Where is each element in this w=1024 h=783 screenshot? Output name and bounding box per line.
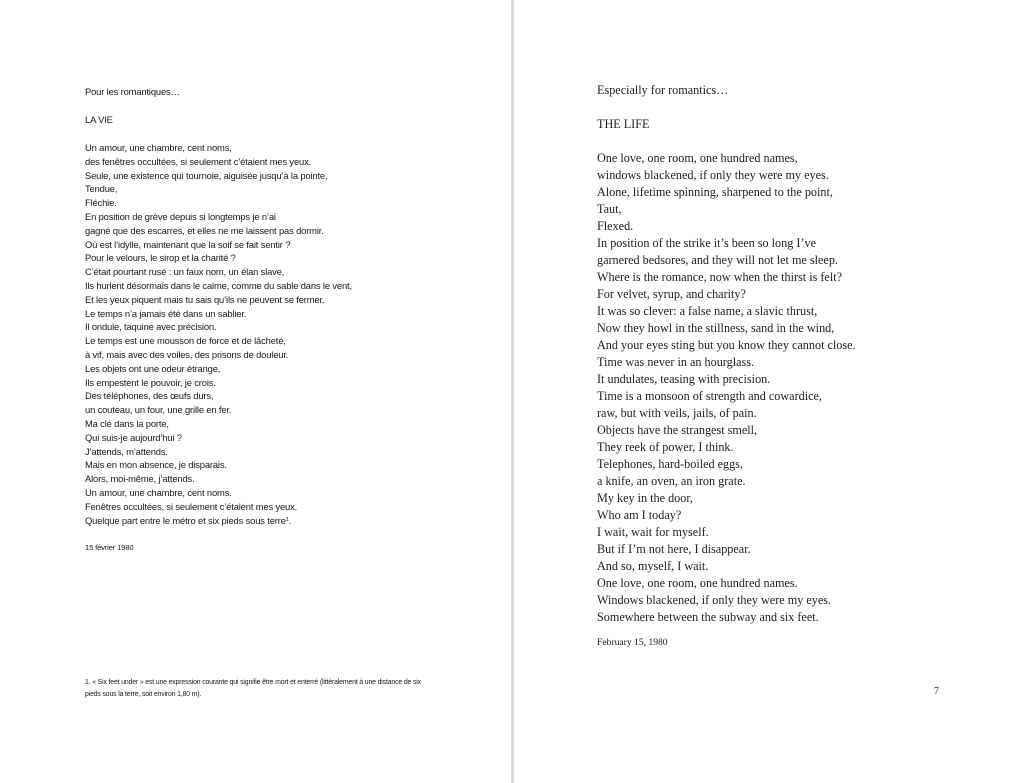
poem-line: And your eyes sting but you know they cannot close. bbox=[597, 338, 856, 352]
poem-line: Le temps n’a jamais été dans un sablier. bbox=[85, 307, 247, 319]
poem-line: Seule, une existence qui tournoie, aiguisée jusqu’à la pointe, bbox=[85, 169, 328, 181]
poem-line: Taut, bbox=[597, 202, 622, 216]
poem-line: Les objets ont une odeur étrange, bbox=[85, 362, 221, 374]
poem-line: Tendue, bbox=[85, 183, 118, 195]
poem-line-with-footnote bbox=[85, 514, 352, 528]
poem-title-fr: LA VIE bbox=[85, 114, 113, 125]
poem-line: garnered bedsores, and they will not let me sleep. bbox=[597, 253, 838, 267]
line-period: . bbox=[288, 514, 292, 526]
poem-line: Now they howl in the stillness, sand in the wind, bbox=[597, 321, 835, 335]
poem-line: Un amour, une chambre, cent noms, bbox=[85, 142, 232, 153]
poem-line: Alors, moi-même, j’attends. bbox=[85, 473, 195, 485]
poem-line: Fléchie. bbox=[85, 197, 117, 209]
poem-line: Ma clé dans la porte, bbox=[85, 417, 169, 429]
poem-line: Où est l’idylle, maintenant que la soif se fait sentir ? bbox=[85, 238, 291, 250]
poem-line: Where is the romance, now when the thirst is felt? bbox=[597, 270, 843, 284]
poem-line: Qui suis-je aujourd’hui ? bbox=[85, 431, 182, 443]
poem-line: un couteau, un four, une grille en fer. bbox=[85, 404, 232, 416]
poem-line: One love, one room, one hundred names. bbox=[597, 576, 798, 590]
poem-line: a knife, an oven, an iron grate. bbox=[597, 474, 746, 488]
poem-line: Windows blackened, if only they were my eyes. bbox=[597, 593, 832, 607]
poem-line: En position de grève depuis si longtemps je n’ai bbox=[85, 210, 276, 222]
poem-line: My key in the door, bbox=[597, 491, 693, 505]
poem-line: One love, one room, one hundred names, bbox=[597, 151, 798, 165]
dedication-en: Especially for romantics… bbox=[597, 83, 729, 97]
poem-line: For velvet, syrup, and charity? bbox=[597, 287, 746, 301]
poem-line: Le temps est une mousson de force et de lâcheté, bbox=[85, 335, 286, 347]
poem-line: I wait, wait for myself. bbox=[597, 525, 709, 539]
poem-line-text: Quelque part entre le métro et six pieds sous terre bbox=[85, 514, 286, 526]
poem-line: Flexed. bbox=[597, 219, 634, 233]
poem-line: Time was never in an hourglass. bbox=[597, 355, 755, 369]
poem-body-en bbox=[597, 150, 856, 626]
poem-line: It was so clever: a false name, a slavic thrust, bbox=[597, 304, 818, 318]
poem-line: gagné que des escarres, et elles ne me laissent pas dormir. bbox=[85, 224, 324, 236]
poem-line: Des téléphones, des œufs durs, bbox=[85, 390, 214, 402]
poem-line: C’était pourtant rusé : un faux nom, un élan slave, bbox=[85, 266, 285, 278]
poem-line: They reek of power, I think. bbox=[597, 440, 734, 454]
poem-line: It undulates, teasing with precision. bbox=[597, 372, 771, 386]
poem-line: In position of the strike it’s been so long I’ve bbox=[597, 236, 816, 250]
poem-line: And so, myself, I wait. bbox=[597, 559, 709, 573]
right-page-english bbox=[514, 0, 1024, 783]
poem-line: Who am I today? bbox=[597, 508, 682, 522]
poem-line: J’attends, m’attends. bbox=[85, 445, 168, 457]
poem-line: But if I’m not here, I disappear. bbox=[597, 542, 751, 556]
poem-line: raw, but with veils, jails, of pain. bbox=[597, 406, 757, 420]
footnote-text: 1. « Six feet under » est une expression courante qui signifie être mort et enterré (littéralement à une distance de six pieds sous la terre, soit environ 1,80 m). bbox=[85, 679, 421, 698]
poem-line: des fenêtres occultées, si seulement c’étaient mes yeux. bbox=[85, 155, 312, 167]
poem-line: Pour le velours, le sirop et la charité ? bbox=[85, 252, 236, 264]
poem-line: Fenêtres occultées, si seulement c’étaient mes yeux. bbox=[85, 500, 298, 512]
poem-line: Il ondule, taquine avec précision. bbox=[85, 321, 217, 333]
poem-line: Mais en mon absence, je disparais. bbox=[85, 459, 227, 471]
poem-title-en: THE LIFE bbox=[597, 117, 650, 131]
dedication-fr: Pour les romantiques… bbox=[85, 86, 180, 97]
footnote-marker: 1 bbox=[285, 516, 289, 523]
poem-line: Somewhere between the subway and six feet. bbox=[597, 610, 819, 624]
poem-line: Ils hurlent désormais dans le calme, comme du sable dans le vent, bbox=[85, 279, 352, 291]
poem-line: Un amour, une chambre, cent noms. bbox=[85, 486, 232, 498]
poem-line: Ils empestent le pouvoir, je crois. bbox=[85, 376, 216, 388]
poem-line: Alone, lifetime spinning, sharpened to the point, bbox=[597, 185, 833, 199]
page-number: 7 bbox=[934, 686, 939, 697]
poem-date-en: February 15, 1980 bbox=[597, 637, 668, 648]
poem-line: Time is a monsoon of strength and cowardice, bbox=[597, 389, 822, 403]
poem-line: Objects have the strangest smell, bbox=[597, 423, 758, 437]
left-page-french bbox=[0, 0, 511, 783]
poem-line: Telephones, hard-boiled eggs, bbox=[597, 457, 744, 471]
poem-line: à vif, mais avec des voiles, des prisons de douleur. bbox=[85, 348, 289, 360]
poem-date-fr: 15 février 1980 bbox=[85, 543, 134, 552]
poem-body-fr bbox=[85, 141, 352, 527]
poem-line: windows blackened, if only they were my eyes. bbox=[597, 168, 829, 182]
poem-line: Et les yeux piquent mais tu sais qu’ils ne peuvent se fermer. bbox=[85, 293, 325, 305]
